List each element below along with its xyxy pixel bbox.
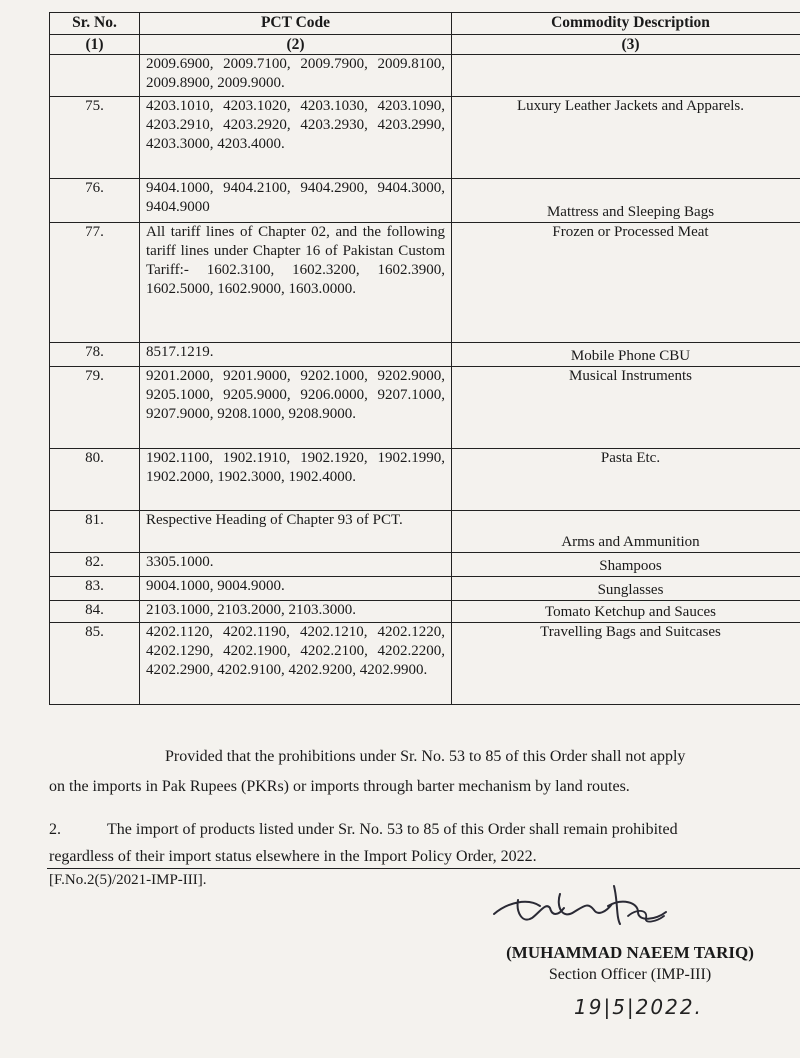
table-row <box>50 223 800 343</box>
table-row <box>50 623 800 705</box>
row-pct-code: 4202.1120, 4202.1190, 4202.1210, 4202.1220, 4202.1290, 4202.1900, 4202.2100, 4202.2200, 4202.2900, 4202.9100, 4202.9200, 4202.9900. <box>140 623 452 705</box>
row-pct-code: 8517.1219. <box>140 343 452 367</box>
row-pct-code: Respective Heading of Chapter 93 of PCT. <box>140 511 452 553</box>
pct-code-table <box>49 12 800 705</box>
header-pct-code: PCT Code <box>140 13 452 35</box>
row-description: Travelling Bags and Suitcases <box>452 623 800 705</box>
row-sr-no: 78. <box>50 343 140 367</box>
table-row <box>50 367 800 449</box>
subheader-1: (1) <box>50 35 140 55</box>
row-sr-no: 75. <box>50 97 140 179</box>
proviso-line-2: on the imports in Pak Rupees (PKRs) or imports through barter mechanism by land routes. <box>49 778 630 795</box>
table-row <box>50 577 800 601</box>
row-description: Pasta Etc. <box>452 449 800 511</box>
row-description: Shampoos <box>452 553 800 577</box>
row-sr-no: 84. <box>50 601 140 623</box>
handwritten-date: 19|5|2022. <box>574 995 703 1019</box>
row-sr-no: 85. <box>50 623 140 705</box>
table-row <box>50 449 800 511</box>
para-2-line-2: regardless of their import status elsewhere in the Import Policy Order, 2022. <box>49 848 537 865</box>
row-description <box>452 55 800 97</box>
row-sr-no <box>50 55 140 97</box>
row-sr-no: 79. <box>50 367 140 449</box>
table-row <box>50 55 800 97</box>
row-description: Musical Instruments <box>452 367 800 449</box>
signatory-title: Section Officer (IMP-III) <box>548 966 712 983</box>
row-pct-code: 9201.2000, 9201.9000, 9202.1000, 9202.9000, 9205.1000, 9205.9000, 9206.0000, 9207.1000, 9207.9000, 9208.1000, 9208.9000. <box>140 367 452 449</box>
table-row <box>50 601 800 623</box>
row-sr-no: 77. <box>50 223 140 343</box>
table-row <box>50 97 800 179</box>
para-2-number: 2. <box>49 821 61 838</box>
table-row <box>50 179 800 223</box>
row-description: Sunglasses <box>452 577 800 601</box>
row-description: Arms and Ammunition <box>452 511 800 553</box>
divider-rule <box>47 868 800 869</box>
signatory-block <box>480 942 780 986</box>
row-pct-code: 2009.6900, 2009.7100, 2009.7900, 2009.8100, 2009.8900, 2009.9000. <box>140 55 452 97</box>
row-description: Frozen or Processed Meat <box>452 223 800 343</box>
proviso-line-1: Provided that the prohibitions under Sr. No. 53 to 85 of this Order shall not apply <box>165 748 686 765</box>
header-sr-no: Sr. No. <box>50 13 140 35</box>
table-row <box>50 511 800 553</box>
row-description: Mattress and Sleeping Bags <box>452 179 800 223</box>
row-pct-code: 9404.1000, 9404.2100, 9404.2900, 9404.3000, 9404.9000 <box>140 179 452 223</box>
row-sr-no: 80. <box>50 449 140 511</box>
row-pct-code: 2103.1000, 2103.2000, 2103.3000. <box>140 601 452 623</box>
handwritten-signature <box>488 872 688 942</box>
para-2-line-1: The import of products listed under Sr. No. 53 to 85 of this Order shall remain prohibited <box>107 821 678 838</box>
row-pct-code: 1902.1100, 1902.1910, 1902.1920, 1902.1990, 1902.2000, 1902.3000, 1902.4000. <box>140 449 452 511</box>
subheader-3: (3) <box>452 35 800 55</box>
row-description: Luxury Leather Jackets and Apparels. <box>452 97 800 179</box>
row-pct-code: 4203.1010, 4203.1020, 4203.1030, 4203.1090, 4203.2910, 4203.2920, 4203.2930, 4203.2990, 4203.3000, 4203.4000. <box>140 97 452 179</box>
row-pct-code: All tariff lines of Chapter 02, and the following tariff lines under Chapter 16 of Pakistan Custom Tariff:- 1602.3100, 1602.3200, 1602.3900, 1602.5000, 1602.9000, 1603.0000. <box>140 223 452 343</box>
file-number: [F.No.2(5)/2021-IMP-III]. <box>49 872 207 888</box>
row-sr-no: 76. <box>50 179 140 223</box>
row-description: Mobile Phone CBU <box>452 343 800 367</box>
row-sr-no: 82. <box>50 553 140 577</box>
row-sr-no: 81. <box>50 511 140 553</box>
signatory-name: (MUHAMMAD NAEEM TARIQ) <box>506 943 754 962</box>
table-row <box>50 343 800 367</box>
row-description: Tomato Ketchup and Sauces <box>452 601 800 623</box>
row-pct-code: 3305.1000. <box>140 553 452 577</box>
table-row <box>50 553 800 577</box>
row-pct-code: 9004.1000, 9004.9000. <box>140 577 452 601</box>
subheader-2: (2) <box>140 35 452 55</box>
row-sr-no: 83. <box>50 577 140 601</box>
header-commodity-description: Commodity Description <box>452 13 800 35</box>
